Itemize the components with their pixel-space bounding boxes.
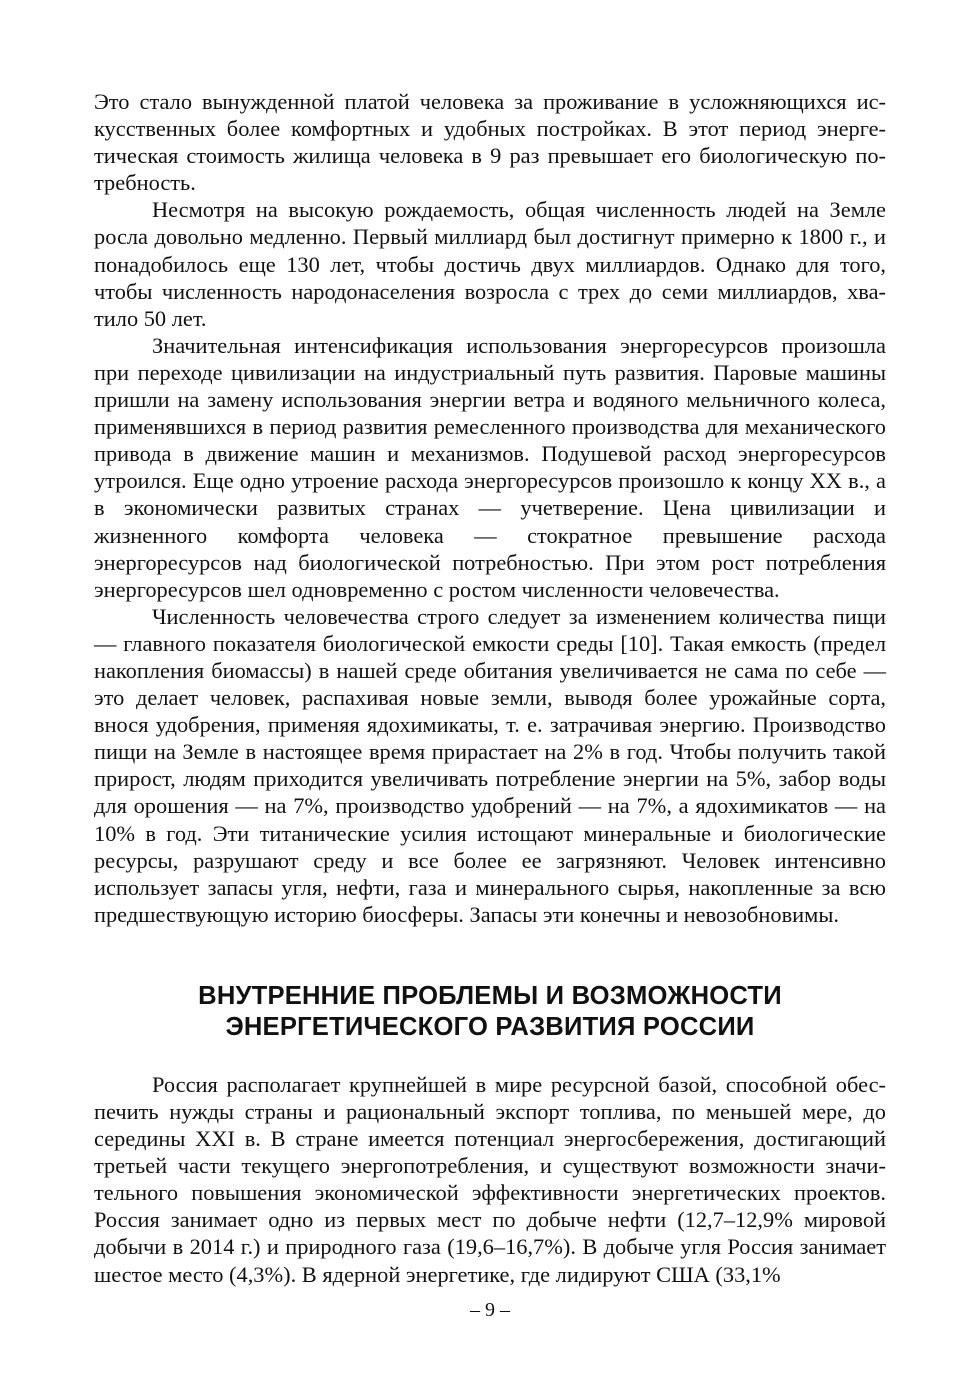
section-heading-line-1: ВНУТРЕННИЕ ПРОБЛЕМЫ И ВОЗМОЖНОСТИ (198, 981, 782, 1010)
paragraph-2: Несмотря на высокую рождаемость, общая численность людей на Земле росла довольно медленно. Первый миллиард был достигнут примерно к 1800 г., и понадобилось еще 130 лет, чтобы достичь двух миллиардов. Однако для того, чтобы численность народонаселения возросла с трех до семи миллиардов, хватило 50 лет. (94, 197, 886, 331)
paragraph-3: Значительная интенсификация использования энергоресурсов произошла при переходе цивилизации на индустриальный путь развития. Паровые машины пришли на замену использования энергии ветра и водяного мельничного колеса, применявшихся в период развития ремесленного производства для механического привода в движение машин и механизмов. Подушевой расход энергоресурсов утроился. Еще одно утроение расхода энергоресурсов произошло к концу XX в., а в экономически развитых странах — учетверение. Цена цивилизации и жизненного комфорта человека — стократное превышение расхода энергоресурсов над биологической потребностью. При этом рост потребления энергоресурсов шел одновременно с ростом численности человечества. (94, 332, 886, 602)
section-heading (94, 981, 886, 1043)
paragraph-4: Численность человечества строго следует за изменением количества пищи — главного показателя биологической емкости среды [10]. Такая емкость (предел накопления биомассы) в нашей среде обитания увеличивается не сама по себе — это делает человек, распахивая новые земли, выводя более урожайные сорта, внося удобрения, применяя ядохимикаты, т. е. затрачивая энергию. Производство пищи на Земле в настоящее время прирастает на 2% в год. Чтобы получить такой прирост, людям приходится увеличивать потребление энергии на 5%, забор воды для орошения — на 7%, производство удобрений — на 7%, а ядохимикатов — на 10% в год. Эти титанические усилия истощают минеральные и биологические ресурсы, разрушают среду и все более ее загрязняют. Человек интенсивно использует запасы угля, нефти, газа и минерального сырья, накопленные за всю предшествующую историю биосферы. Запасы эти конечны и невозобновимы. (94, 603, 886, 927)
page-body (94, 88, 886, 1288)
paragraph-1: Это стало вынужденной платой человека за проживание в усложняющихся искусственных более комфортных и удобных постройках. В этот период энергетическая стоимость жилища человека в 9 раз превышает его биологическую потребность. (94, 89, 886, 196)
page-number: – 9 – (470, 1299, 510, 1321)
section-heading-line-2: ЭНЕРГЕТИЧЕСКОГО РАЗВИТИЯ РОССИИ (225, 1012, 755, 1041)
paragraph-5: Россия располагает крупнейшей в мире ресурсной базой, способной обеспечить нужды страны и рациональный экспорт топлива, по меньшей мере, до середины XXI в. В стране имеется потенциал энергосбережения, достигающий третьей части текущего энергопотребления, и существуют возможности значительного повышения экономической эффективности энергетических проектов. Россия занимает одно из первых мест по добыче нефти (12,7–12,9% мировой добычи в 2014 г.) и природного газа (19,6–16,7%). В добыче угля Россия занимает шестое место (4,3%). В ядерной энергетике, где лидируют США (33,1% (94, 1071, 886, 1287)
